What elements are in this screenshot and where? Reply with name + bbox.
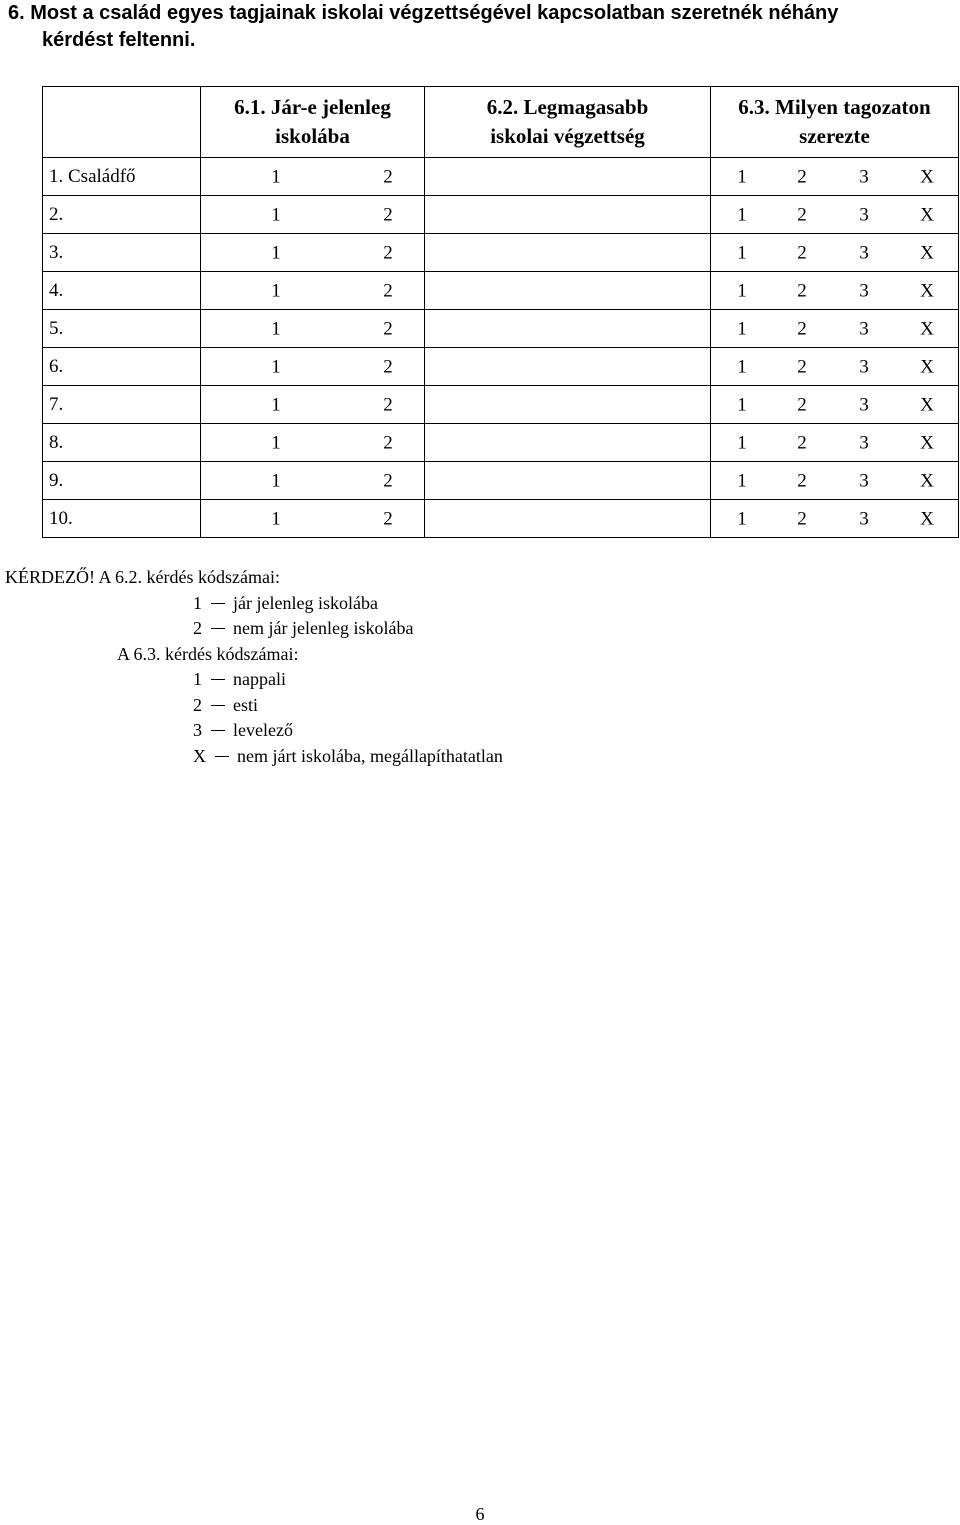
answer-code-option[interactable]: 2 (797, 432, 807, 453)
school-attendance-codes (201, 424, 425, 462)
header-6-2-line2: iskolai végzettség (490, 124, 645, 148)
highest-education-cell[interactable] (425, 196, 711, 234)
table-row (43, 272, 959, 310)
answer-code-option[interactable]: 2 (383, 394, 393, 415)
study-mode-codes (711, 386, 959, 424)
code-list-item (5, 667, 503, 693)
answer-code-option[interactable]: 2 (797, 280, 807, 301)
study-mode-codes (711, 310, 959, 348)
family-member-label: 10. (43, 500, 201, 538)
school-attendance-codes (201, 158, 425, 196)
answer-code-option[interactable]: 1 (737, 166, 747, 187)
answer-code-option[interactable]: 2 (383, 280, 393, 301)
family-member-label: 2. (43, 196, 201, 234)
answer-code-option[interactable]: 3 (859, 280, 869, 301)
school-attendance-codes (201, 348, 425, 386)
highest-education-cell[interactable] (425, 500, 711, 538)
answer-code-option[interactable]: 1 (737, 508, 747, 529)
study-mode-codes (711, 462, 959, 500)
table-row (43, 234, 959, 272)
family-member-label: 6. (43, 348, 201, 386)
code-description: nem járt iskolába, megállapíthatatlan (237, 745, 503, 766)
answer-code-option[interactable]: 1 (271, 508, 281, 529)
question-title (8, 0, 948, 54)
family-member-label: 8. (43, 424, 201, 462)
answer-code-option[interactable]: 3 (859, 356, 869, 377)
family-member-label: 3. (43, 234, 201, 272)
highest-education-cell[interactable] (425, 462, 711, 500)
code-value: 1 (193, 592, 202, 613)
answer-code-option[interactable]: 2 (383, 508, 393, 529)
answer-code-option[interactable]: 1 (271, 432, 281, 453)
answer-code-option[interactable]: 2 (383, 470, 393, 491)
table-row (43, 158, 959, 196)
question-title-line1: 6. Most a család egyes tagjainak iskolai végzettségével kapcsolatban szeretnék néhány (8, 2, 839, 24)
answer-code-option[interactable]: 1 (271, 166, 281, 187)
answer-code-option[interactable]: 1 (271, 318, 281, 339)
answer-code-option[interactable]: 3 (859, 432, 869, 453)
dash-icon (211, 603, 225, 604)
answer-code-option[interactable]: 2 (797, 318, 807, 339)
answer-code-option[interactable]: 2 (383, 432, 393, 453)
answer-code-option[interactable]: 2 (383, 356, 393, 377)
school-attendance-codes (201, 234, 425, 272)
code-list-item (5, 718, 503, 744)
answer-code-option[interactable]: 3 (859, 470, 869, 491)
answer-code-option[interactable]: X (920, 356, 934, 377)
highest-education-cell[interactable] (425, 310, 711, 348)
answer-code-option[interactable]: 2 (383, 318, 393, 339)
answer-code-option[interactable]: 1 (737, 280, 747, 301)
study-mode-codes (711, 196, 959, 234)
dash-icon (211, 705, 225, 706)
answer-code-option[interactable]: 2 (797, 508, 807, 529)
table-row (43, 500, 959, 538)
table-row (43, 462, 959, 500)
answer-code-option[interactable]: X (920, 204, 934, 225)
study-mode-codes (711, 158, 959, 196)
table-row (43, 196, 959, 234)
dash-icon (215, 756, 229, 757)
answer-code-option[interactable]: 2 (797, 166, 807, 187)
header-member (43, 87, 201, 158)
school-attendance-codes (201, 196, 425, 234)
code-list-item (5, 616, 503, 642)
table-row (43, 310, 959, 348)
answer-code-option[interactable]: 3 (859, 318, 869, 339)
study-mode-codes (711, 348, 959, 386)
code-value: 2 (193, 694, 202, 715)
answer-code-option[interactable]: 1 (737, 394, 747, 415)
code-value: 3 (193, 720, 202, 740)
header-6-1 (201, 87, 425, 158)
answer-code-option[interactable]: X (920, 394, 934, 415)
interviewer-instructions (5, 565, 503, 769)
table-row (43, 424, 959, 462)
code-value: 2 (193, 618, 202, 638)
highest-education-cell[interactable] (425, 234, 711, 272)
answer-code-option[interactable]: 2 (383, 166, 393, 187)
answer-code-option[interactable]: 1 (737, 356, 747, 377)
code-list-item (5, 744, 503, 770)
page-number: 6 (475, 1504, 485, 1524)
family-member-label: 4. (43, 272, 201, 310)
dash-icon (211, 628, 225, 629)
school-attendance-codes (201, 310, 425, 348)
answer-code-option[interactable]: 2 (797, 204, 807, 225)
school-attendance-codes (201, 500, 425, 538)
family-member-label: 5. (43, 310, 201, 348)
answer-code-option[interactable]: X (920, 508, 934, 529)
answer-code-option[interactable]: 3 (859, 394, 869, 415)
study-mode-codes (711, 234, 959, 272)
answer-code-option[interactable]: 1 (271, 394, 281, 415)
answer-code-option[interactable]: 1 (737, 470, 747, 491)
question-title-line2: kérdést feltenni. (42, 29, 196, 51)
family-member-label: 1. Családfő (43, 158, 201, 196)
answer-code-option[interactable]: X (920, 470, 934, 491)
highest-education-cell[interactable] (425, 158, 711, 196)
answer-code-option[interactable]: 1 (737, 318, 747, 339)
family-member-label: 9. (43, 462, 201, 500)
school-attendance-codes (201, 272, 425, 310)
code-value: 1 (193, 669, 202, 689)
study-mode-codes (711, 500, 959, 538)
header-6-1-line2: iskolába (275, 124, 350, 148)
table-row (43, 348, 959, 386)
school-attendance-codes (201, 462, 425, 500)
header-6-3 (711, 87, 959, 158)
header-6-3-line2: szerezte (799, 124, 870, 148)
header-6-2 (425, 87, 711, 158)
answer-code-option[interactable]: 1 (737, 242, 747, 263)
table-header-row (43, 87, 959, 158)
code-list-item (5, 591, 503, 617)
highest-education-cell[interactable] (425, 386, 711, 424)
answer-code-option[interactable]: 1 (737, 432, 747, 453)
answer-code-option[interactable]: 3 (859, 204, 869, 225)
answer-code-option[interactable]: X (920, 242, 934, 263)
answer-code-option[interactable]: 1 (271, 204, 281, 225)
code-description: nem jár jelenleg iskolába (233, 618, 414, 638)
answer-code-option[interactable]: 2 (797, 470, 807, 491)
answer-code-option[interactable]: 2 (383, 242, 393, 263)
answer-code-option[interactable]: 2 (797, 394, 807, 415)
school-attendance-codes (201, 386, 425, 424)
highest-education-cell[interactable] (425, 272, 711, 310)
highest-education-cell[interactable] (425, 424, 711, 462)
code-description: esti (233, 694, 258, 715)
dash-icon (211, 679, 225, 680)
answer-code-option[interactable]: 3 (859, 166, 869, 187)
answer-code-option[interactable]: 1 (737, 204, 747, 225)
survey-table (42, 86, 959, 538)
header-6-3-line1: 6.3. Milyen tagozaton (738, 95, 931, 119)
instruction-6-2-heading: KÉRDEZŐ! A 6.2. kérdés kódszámai: (5, 567, 280, 587)
answer-code-option[interactable]: 2 (383, 204, 393, 225)
answer-code-option[interactable]: X (920, 166, 934, 187)
header-6-2-line1: 6.2. Legmagasabb (486, 95, 649, 119)
code-description: nappali (233, 669, 286, 689)
code-description: jár jelenleg iskolába (233, 592, 378, 613)
study-mode-codes (711, 424, 959, 462)
answer-code-option[interactable]: 3 (859, 508, 869, 529)
answer-code-option[interactable]: 1 (271, 356, 281, 377)
dash-icon (211, 730, 225, 731)
answer-code-option[interactable]: 2 (797, 242, 807, 263)
header-6-1-line1: 6.1. Jár-e jelenleg (234, 95, 391, 119)
highest-education-cell[interactable] (425, 348, 711, 386)
answer-code-option[interactable]: X (920, 280, 934, 301)
answer-code-option[interactable]: 1 (271, 242, 281, 263)
answer-code-option[interactable]: 1 (271, 470, 281, 491)
family-member-label: 7. (43, 386, 201, 424)
instruction-6-3-heading: A 6.3. kérdés kódszámai: (117, 643, 299, 664)
code-description: levelező (233, 720, 293, 740)
answer-code-option[interactable]: 2 (797, 356, 807, 377)
code-list-item (5, 693, 503, 719)
answer-code-option[interactable]: 3 (859, 242, 869, 263)
answer-code-option[interactable]: X (920, 432, 934, 453)
table-row (43, 386, 959, 424)
answer-code-option[interactable]: X (920, 318, 934, 339)
study-mode-codes (711, 272, 959, 310)
answer-code-option[interactable]: 1 (271, 280, 281, 301)
code-value: X (193, 745, 206, 766)
